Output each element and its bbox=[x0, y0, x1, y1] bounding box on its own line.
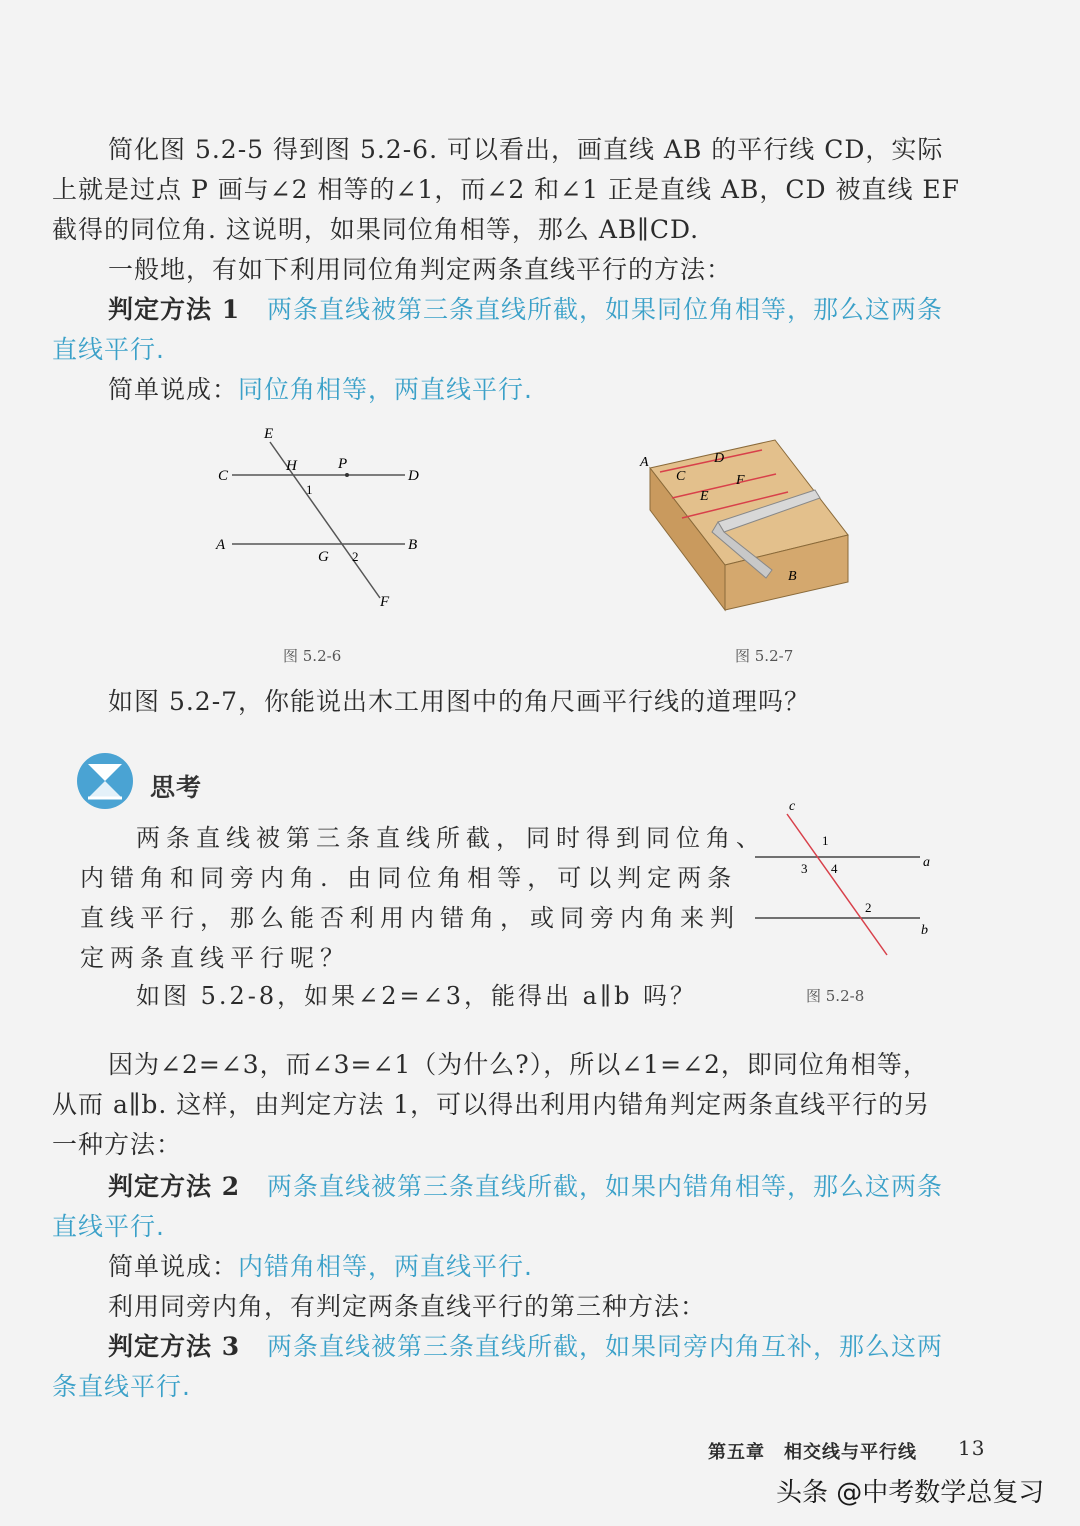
fig526-label-p: P bbox=[338, 456, 348, 472]
fig526-label-a: A bbox=[216, 537, 226, 553]
fig528-label-c: c bbox=[789, 799, 796, 814]
figure-5-2-6 bbox=[200, 420, 450, 620]
fig526-label-h: H bbox=[286, 458, 297, 474]
rule3-text: 两条直线被第三条直线所截，如果同旁内角互补，那么这两 bbox=[266, 1332, 943, 1361]
think-title: 思考 bbox=[150, 773, 203, 802]
think-line2: 内错角和同旁内角. 由同位角相等，可以判定两条 bbox=[80, 864, 738, 892]
fig528-label-angle4: 4 bbox=[831, 861, 838, 876]
para2: 一般地，有如下利用同位角判定两条直线平行的方法： bbox=[108, 255, 733, 284]
fig527-label-c: C bbox=[676, 469, 686, 484]
rule1-text: 两条直线被第三条直线所截，如果同位角相等，那么这两条 bbox=[266, 295, 943, 324]
rule2-short-text: 内错角相等，两直线平行. bbox=[238, 1252, 533, 1281]
rule2-line1 bbox=[108, 1167, 943, 1203]
watermark: 头条 @中考数学总复习 bbox=[776, 1478, 1045, 1508]
question1: 如图 5.2-7，你能说出木工用图中的角尺画平行线的道理吗？ bbox=[108, 687, 811, 716]
fig528-label-angle3: 3 bbox=[801, 861, 808, 876]
fig527-label-f: F bbox=[736, 473, 745, 488]
fig526-label-b: B bbox=[408, 537, 418, 553]
fig526-label-c: C bbox=[218, 468, 229, 484]
fig527-label-d: D bbox=[714, 451, 725, 466]
para1-line1: 简化图 5.2-5 得到图 5.2-6. 可以看出，画直线 AB 的平行线 CD，实际 bbox=[108, 135, 944, 164]
think-line4: 定两条直线平行呢？ bbox=[80, 944, 350, 972]
fig528-label-angle2: 2 bbox=[865, 900, 872, 915]
rule1-label: 判定方法 1 bbox=[108, 295, 241, 324]
fig528-label-b: b bbox=[921, 923, 928, 938]
footer-chapter: 第五章 相交线与平行线 bbox=[708, 1442, 917, 1463]
fig526-label-angle2: 2 bbox=[352, 549, 359, 564]
para1-line2: 上就是过点 P 画与∠2 相等的∠1，而∠2 和∠1 正是直线 AB，CD 被直线 EF bbox=[52, 175, 961, 204]
figure-5-2-8 bbox=[745, 800, 945, 970]
fig528-label-a: a bbox=[923, 855, 930, 870]
fig526-label-f: F bbox=[380, 594, 390, 610]
fig526-label-d: D bbox=[408, 468, 419, 484]
para3-line3: 一种方法： bbox=[52, 1130, 183, 1159]
fig528-caption: 图 5.2-8 bbox=[806, 987, 865, 1005]
fig526-caption: 图 5.2-6 bbox=[283, 647, 342, 665]
rule3-line1 bbox=[108, 1327, 943, 1363]
rule3-label: 判定方法 3 bbox=[108, 1332, 241, 1361]
rule2-line2: 直线平行. bbox=[52, 1212, 165, 1241]
think-line1: 两条直线被第三条直线所截，同时得到同位角、 bbox=[136, 824, 766, 852]
fig527-label-b: B bbox=[788, 569, 797, 584]
think-line3: 直线平行，那么能否利用内错角，或同旁内角来判 bbox=[80, 904, 740, 932]
fig526-label-angle1: 1 bbox=[306, 482, 313, 497]
fig527-caption: 图 5.2-7 bbox=[735, 647, 794, 665]
rule1-line2: 直线平行. bbox=[52, 335, 165, 364]
rule2-text: 两条直线被第三条直线所截，如果内错角相等，那么这两条 bbox=[266, 1172, 943, 1201]
rule1-short-text: 同位角相等，两直线平行. bbox=[238, 375, 533, 404]
fig526-label-g: G bbox=[318, 549, 329, 565]
para1-line3: 截得的同位角. 这说明，如果同位角相等，那么 AB∥CD. bbox=[52, 215, 700, 244]
para3-line2: 从而 a∥b. 这样，由判定方法 1，可以得出利用内错角判定两条直线平行的另 bbox=[52, 1090, 931, 1119]
think-line5: 如图 5.2-8，如果∠2=∠3，能得出 a∥b 吗？ bbox=[136, 982, 698, 1010]
para4: 利用同旁内角，有判定两条直线平行的第三种方法： bbox=[108, 1292, 707, 1321]
rule2-short bbox=[108, 1247, 533, 1283]
rule1-short bbox=[108, 370, 533, 406]
think-icon bbox=[76, 752, 136, 812]
rule1-short-prefix: 简单说成： bbox=[108, 375, 239, 404]
rule2-label: 判定方法 2 bbox=[108, 1172, 241, 1201]
fig527-label-e: E bbox=[700, 489, 709, 504]
para3-line1: 因为∠2=∠3，而∠3=∠1（为什么?），所以∠1=∠2，即同位角相等， bbox=[108, 1050, 929, 1079]
fig527-label-a: A bbox=[640, 455, 649, 470]
footer-page-number: 13 bbox=[958, 1436, 986, 1460]
rule2-short-prefix: 简单说成： bbox=[108, 1252, 239, 1281]
fig526-label-e: E bbox=[264, 426, 274, 442]
fig528-label-angle1: 1 bbox=[822, 833, 829, 848]
rule3-line2: 条直线平行. bbox=[52, 1372, 191, 1401]
figure-5-2-7 bbox=[630, 440, 870, 630]
rule1-line1 bbox=[108, 290, 943, 326]
